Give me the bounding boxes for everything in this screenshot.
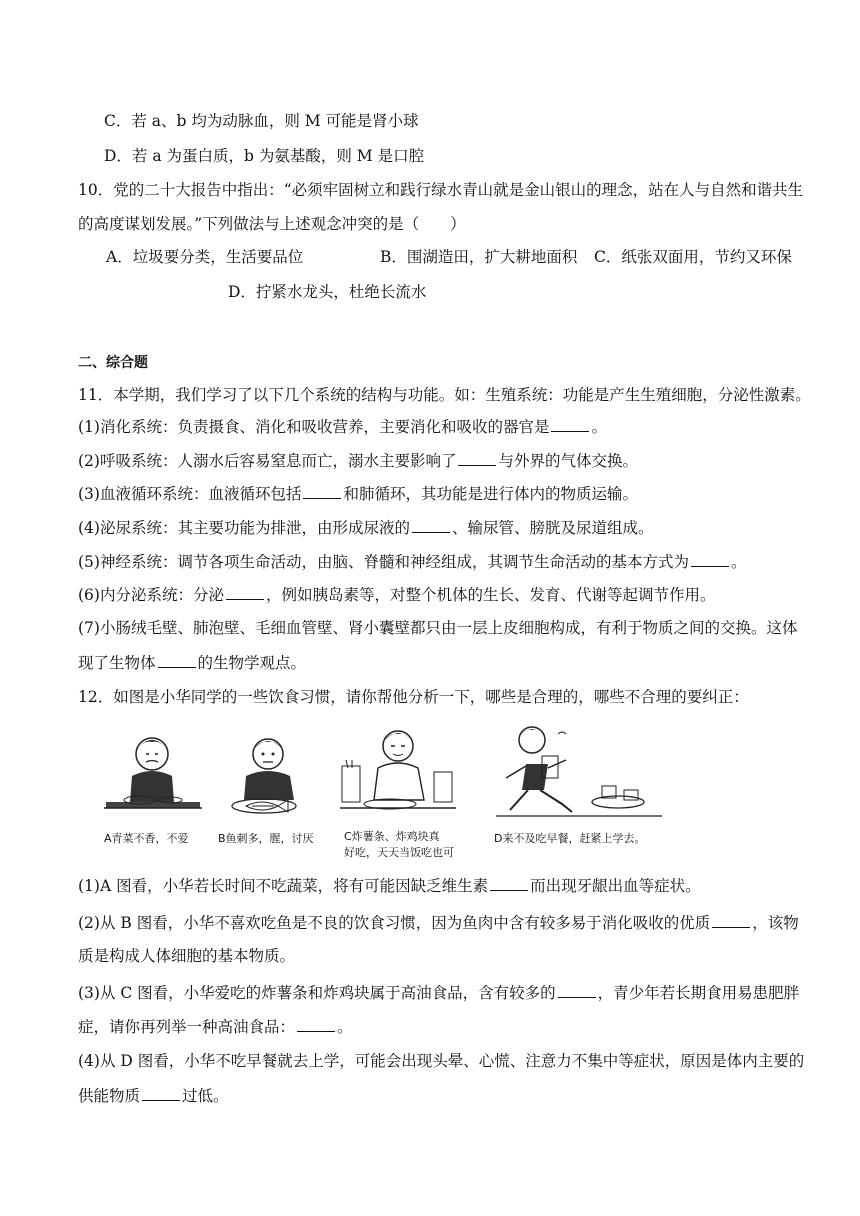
q12-part2-text: (2)从 B 图看，小华不喜欢吃鱼是不良的饮食习惯，因为鱼肉中含有较多易于消化吸收的优质 [78, 914, 711, 932]
q12-part3-line1 [78, 981, 799, 1004]
q11-part2-blank[interactable] [458, 449, 496, 466]
q9-option-c: C．若 a、b 均为动脉血，则 M 可能是肾小球 [104, 112, 419, 130]
q12-part3-blank1[interactable] [558, 981, 596, 998]
section-title: 二、综合题 [78, 355, 148, 371]
q11-part1 [78, 415, 607, 438]
q11-part3-blank[interactable] [303, 482, 341, 499]
q9-option-d: D．若 a 为蛋白质，b 为氨基酸，则 M 是口腔 [104, 147, 425, 165]
eating-habits-figure [100, 720, 800, 860]
q11-part4-text: (4)泌尿系统：其主要功能为排泄，由形成尿液的 [78, 519, 410, 537]
q12-part3-blank2[interactable] [297, 1015, 335, 1032]
q10-option-a: A．垃圾要分类，生活要品位 [106, 248, 304, 266]
q11-part7-end: 的生物学观点。 [197, 654, 307, 672]
caption-d: D来不及吃早餐，赶紧上学去。 [494, 832, 646, 845]
q11-part6-blank[interactable] [226, 583, 264, 600]
q11-part1-end: 。 [591, 418, 607, 436]
q12-part4-text: 供能物质 [78, 1087, 141, 1105]
caption-b: B鱼刺多，腥，讨厌 [218, 832, 314, 845]
q11-part4-blank[interactable] [412, 516, 450, 533]
q11-part4 [78, 516, 653, 539]
q12-part2-line1 [78, 911, 799, 934]
q11-part2-text: (2)呼吸系统：人溺水后容易窒息而亡，溺水主要影响了 [78, 452, 457, 470]
q10-option-c: C．纸张双面用，节约又环保 [594, 248, 792, 266]
q12-part3-line2 [78, 1015, 353, 1038]
q12-part3-mid: ，青少年若长期食用易患肥胖 [597, 984, 800, 1002]
panel-b [218, 720, 318, 860]
q11-part5 [78, 550, 746, 573]
q12-part4-line1: (4)从 D 图看，小华不吃早餐就去上学，可能会出现头晕、心慌、注意力不集中等症状，原因是体内主要的 [78, 1052, 805, 1070]
q11-part7-blank[interactable] [158, 651, 196, 668]
q11-part3 [78, 482, 638, 505]
q12-part2-blank[interactable] [712, 911, 750, 928]
boy-fish-drawing [218, 720, 318, 830]
q11-part5-blank[interactable] [691, 550, 729, 567]
q11-part7-text: 现了生物体 [78, 654, 156, 672]
q11-part5-text: (5)神经系统：调节各项生命活动，由脑、脊髓和神经组成，其调节生命活动的基本方式为 [78, 553, 689, 571]
q12-stem: 12．如图是小华同学的一些饮食习惯，请你帮他分析一下，哪些是合理的，哪些不合理的要纠正： [78, 688, 749, 706]
q11-part6 [78, 583, 715, 606]
q12-part4-line2 [78, 1084, 229, 1107]
q11-part2-end: 与外界的气体交换。 [498, 452, 638, 470]
q11-part3-end: 和肺循环，其功能是进行体内的物质运输。 [343, 485, 638, 503]
q11-part5-end: 。 [730, 553, 747, 571]
q11-part7-line2 [78, 651, 306, 674]
q11-part1-text: (1)消化系统：负责摄食、消化和吸收营养，主要消化和吸收的器官是 [78, 418, 550, 436]
q11-part1-blank[interactable] [551, 415, 589, 432]
q12-part2-line2: 质是构成人体细胞的基本物质。 [78, 947, 296, 965]
caption-c-line2: 好吃，天天当饭吃也可 [344, 846, 454, 859]
q12-part1-text: (1)A 图看，小华若长时间不吃蔬菜，将有可能因缺乏维生素 [78, 877, 489, 895]
caption-a: A青菜不香，不爱 [104, 832, 189, 845]
q10-option-d: D．拧紧水龙头，杜绝长流水 [228, 283, 427, 301]
q12-part2-mid: ，该物 [752, 914, 799, 932]
boy-vegetables-drawing [100, 720, 205, 830]
q12-part3-text: (3)从 C 图看，小华爱吃的炸薯条和炸鸡块属于高油食品，含有较多的 [78, 984, 556, 1002]
panel-d [492, 720, 672, 860]
q12-part4-end: 过低。 [182, 1087, 229, 1105]
q11-part3-text: (3)血液循环系统：血液循环包括 [78, 485, 302, 503]
q11-part2 [78, 449, 638, 472]
q11-part4-end: 、输尿管、膀胱及尿道组成。 [451, 519, 654, 537]
q11-part6-end: ，例如胰岛素等，对整个机体的生长、发育、代谢等起调节作用。 [265, 586, 716, 604]
q12-part1-end: 而出现牙龈出血等症状。 [530, 877, 701, 895]
q10-option-b: B．围湖造田，扩大耕地面积 [380, 248, 578, 266]
panel-c [338, 720, 458, 860]
panel-a [100, 720, 205, 860]
q12-part4-blank[interactable] [142, 1084, 180, 1101]
caption-c-line1: C炸薯条、炸鸡块真 [344, 830, 440, 843]
boy-running-drawing [492, 720, 672, 830]
q11-part6-text: (6)内分泌系统：分泌 [78, 586, 224, 604]
q12-part3-end: 。 [337, 1018, 353, 1036]
q10-stem-line2: 的高度谋划发展。”下列做法与上述观念冲突的是（ ） [78, 215, 466, 233]
q10-stem-line1: 10．党的二十大报告中指出：“必须牢固树立和践行绿水青山就是金山银山的理念，站在人与自然和谐共生 [78, 181, 804, 199]
q12-part1 [78, 874, 701, 897]
q12-part1-blank[interactable] [490, 874, 528, 891]
q11-stem: 11．本学期，我们学习了以下几个系统的结构与功能。如：生殖系统：功能是产生生殖细胞，分泌性激素。 [78, 386, 811, 404]
q11-part7-line1: (7)小肠绒毛壁、肺泡壁、毛细血管壁、肾小囊壁都只由一层上皮细胞构成，有利于物质之间的交换。这体 [78, 619, 798, 637]
boy-fried-food-drawing [338, 720, 458, 830]
q12-part3-text2: 症，请你再列举一种高油食品： [78, 1018, 296, 1036]
